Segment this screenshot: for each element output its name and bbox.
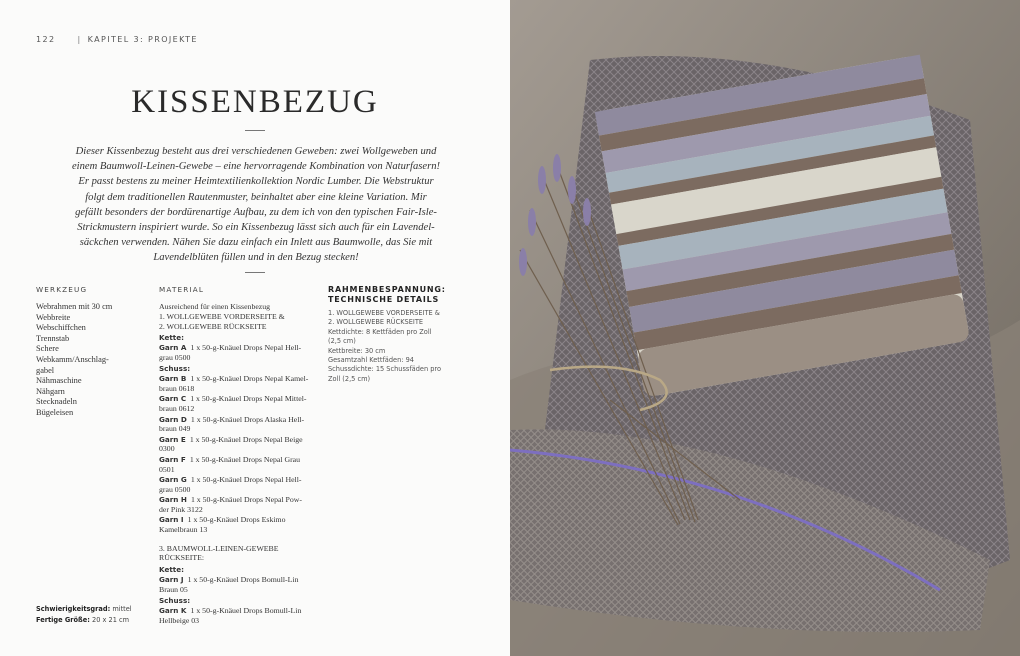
tool-item: Trennstab	[36, 333, 70, 343]
yarn-label: Garn A	[159, 343, 187, 353]
technical-line: Zoll (2,5 cm)	[328, 374, 371, 383]
yarn-entry	[159, 475, 319, 494]
warp-label: Kette:	[159, 333, 184, 343]
yarn-label: Garn C	[159, 394, 187, 404]
yarn-label: Garn B	[159, 374, 187, 384]
intro-line: Strickmustern inspiriert wurde. So ein Kissenbezug lässt sich auch für ein Lavendel-	[77, 222, 435, 234]
yarn-entry	[159, 515, 319, 534]
yarn-desc: 1 x 50-g-Knäuel Drops Nepal Pow-	[190, 495, 303, 505]
title-divider	[245, 130, 265, 131]
yarn-entry	[159, 575, 319, 594]
technical-line: Gesamtzahl Kettfäden: 94	[328, 356, 414, 365]
yarn-label: Garn E	[159, 434, 186, 444]
difficulty-label: Schwierigkeitsgrad:	[36, 605, 111, 613]
intro-line: gefällt besonders der bordürenartige Aufbau, zu dem ich von den typischen Fair-Isle-	[75, 206, 437, 218]
project-footer	[36, 604, 132, 626]
intro-line: Lavendelblüten füllen und in den Bezug stecken!	[153, 252, 359, 264]
tools-column	[36, 285, 136, 419]
warp-label: Kette:	[159, 565, 184, 575]
tool-item: gabel	[36, 365, 55, 375]
tools-list	[36, 302, 136, 419]
yarn-label: Garn F	[159, 454, 186, 464]
yarn-desc: Braun 05	[159, 584, 188, 594]
yarn-desc: 1 x 50-g-Knäuel Drops Nepal Grau	[189, 454, 301, 464]
yarn-label: Garn H	[159, 495, 187, 505]
section-heading: 3. BAUMWOLL-LEINEN-GEWEBE	[159, 543, 279, 553]
technical-heading-line: TECHNISCHE DETAILS	[328, 295, 440, 304]
difficulty-value: mittel	[112, 605, 132, 613]
yarn-label: Garn G	[159, 475, 187, 485]
technical-line: 1. WOLLGEWEBE VORDERSEITE &	[328, 309, 440, 317]
yarn-label: Garn K	[159, 606, 187, 616]
yarn-desc: 1 x 50-g-Knäuel Drops Nepal Mittel-	[190, 394, 307, 404]
tool-item: Nähgarn	[36, 386, 65, 396]
intro-paragraph	[54, 144, 458, 266]
tool-item: Webbreite	[36, 312, 71, 322]
intro-line: einem Baumwoll-Leinen-Gewebe – eine hervorragende Kombination von Naturfasern!	[71, 161, 441, 173]
material-intro: Ausreichend für einen Kissenbezug	[159, 302, 271, 311]
yarn-entry	[159, 606, 319, 625]
yarn-desc: 1 x 50-g-Knäuel Drops Nepal Kamel-	[190, 374, 309, 384]
technical-line: 2. WOLLGEWEBE RÜCKSEITE	[328, 318, 424, 327]
tool-item: Webschiffchen	[36, 323, 86, 333]
weft-label: Schuss:	[159, 596, 191, 606]
material-column	[159, 285, 319, 626]
yarn-entry	[159, 394, 319, 413]
yarn-entry	[159, 415, 319, 434]
running-header: 122 | KAPITEL 3: PROJEKTE	[36, 35, 198, 44]
intro-line: Er passt bestens zu meiner Heimtextilienkollektion Nordic Lumber. Die Webstruktur	[78, 176, 434, 188]
section-heading: 1. WOLLGEWEBE VORDERSEITE &	[159, 311, 285, 321]
yarn-desc: der Pink 3122	[159, 504, 203, 514]
size-value: 20 x 21 cm	[92, 616, 130, 624]
yarn-desc: braun 049	[159, 424, 191, 434]
intro-line: Dieser Kissenbezug besteht aus drei verschiedenen Geweben: zwei Wollgeweben und	[75, 146, 437, 157]
yarn-desc: Hellbeige 03	[159, 615, 200, 625]
yarn-desc: 1 x 50-g-Knäuel Drops Nepal Hell-	[190, 343, 302, 353]
yarn-desc: Kamelbraun 13	[159, 525, 208, 535]
yarn-label: Garn I	[159, 515, 184, 525]
finished-size	[36, 615, 132, 626]
technical-line: Schussdichte: 15 Schussfäden pro	[328, 365, 442, 374]
intro-divider	[245, 272, 265, 273]
chapter-title: KAPITEL 3: PROJEKTE	[87, 35, 198, 44]
yarn-entry	[159, 374, 319, 393]
yarn-desc: 1 x 50-g-Knäuel Drops Eskimo	[187, 515, 286, 525]
yarn-desc: 1 x 50-g-Knäuel Drops Bomull-Lin	[187, 575, 299, 585]
weft-label: Schuss:	[159, 364, 191, 374]
tool-item: Bügeleisen	[36, 407, 74, 417]
yarn-desc: braun 0618	[159, 383, 195, 393]
yarn-desc: 1 x 50-g-Knäuel Drops Nepal Hell-	[190, 475, 302, 485]
yarn-desc: 1 x 50-g-Knäuel Drops Alaska Hell-	[190, 414, 305, 424]
yarn-desc: 1 x 50-g-Knäuel Drops Nepal Beige	[189, 434, 303, 444]
intro-line: folgt dem traditionellen Rautenmuster, beinhaltet aber eine kleine Variation. Mir	[85, 191, 427, 203]
intro-line: säckchen verwenden. Nähen Sie dazu einfach ein Inlett aus Baumwolle, das Sie mit	[79, 237, 433, 249]
section-heading: 2. WOLLGEWEBE RÜCKSEITE	[159, 321, 267, 331]
yarn-entry	[159, 455, 319, 474]
technical-heading-line: RAHMENBESPANNUNG:	[328, 285, 446, 294]
technical-heading	[328, 285, 458, 305]
technical-column	[328, 285, 458, 384]
section-heading: RÜCKSEITE:	[159, 553, 205, 563]
technical-line: (2,5 cm)	[328, 337, 356, 346]
yarn-entry	[159, 343, 319, 362]
tool-item: Stecknadeln	[36, 397, 77, 407]
size-label: Fertige Größe:	[36, 616, 90, 624]
material-heading: MATERIAL	[159, 285, 205, 294]
tool-item: Nähmaschine	[36, 376, 82, 386]
yarn-desc: 0501	[159, 464, 175, 474]
difficulty	[36, 604, 132, 615]
tools-heading: WERKZEUG	[36, 285, 88, 294]
page-title: KISSENBEZUG	[131, 84, 379, 120]
tool-item: Webkamm/Anschlag-	[36, 354, 109, 364]
tool-item: Schere	[36, 344, 59, 354]
cushion-illustration	[510, 0, 1020, 656]
technical-line: Kettdichte: 8 Kettfäden pro Zoll	[328, 327, 432, 336]
yarn-entry	[159, 435, 319, 454]
yarn-label: Garn D	[159, 414, 187, 424]
yarn-label: Garn J	[159, 575, 184, 585]
striped-cushion	[595, 55, 970, 398]
yarn-desc: grau 0500	[159, 484, 191, 494]
cushion-photo	[510, 0, 1020, 656]
yarn-desc: grau 0500	[159, 352, 191, 362]
yarn-entry	[159, 495, 319, 514]
page-number: 122	[36, 35, 56, 44]
yarn-desc: 0300	[159, 444, 175, 454]
technical-line: Kettbreite: 30 cm	[328, 346, 386, 355]
tool-item: Webrahmen mit 30 cm	[36, 302, 113, 311]
yarn-desc: braun 0612	[159, 403, 195, 413]
yarn-desc: 1 x 50-g-Knäuel Drops Bomull-Lin	[190, 606, 302, 616]
